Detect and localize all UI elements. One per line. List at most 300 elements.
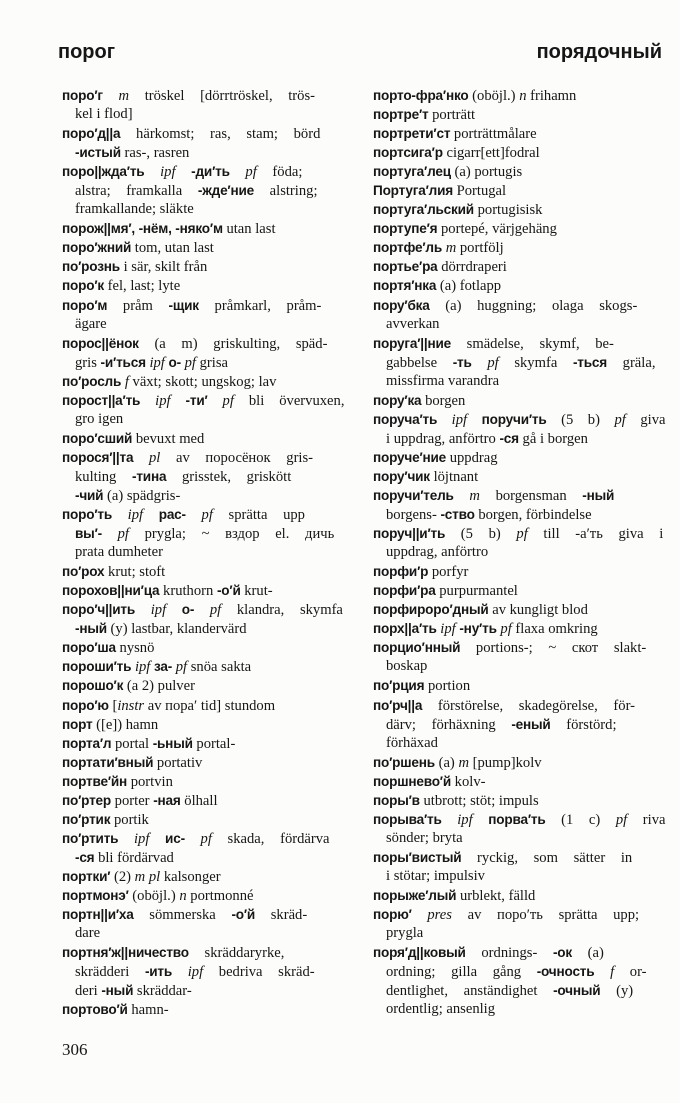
definition-text: uppdrag, anförtro bbox=[386, 544, 489, 561]
entry-line bbox=[386, 657, 666, 676]
entry-line-text bbox=[75, 105, 133, 124]
entry-line-text bbox=[373, 238, 504, 258]
dictionary-entry bbox=[373, 943, 666, 1019]
entry-line-text bbox=[373, 753, 542, 773]
grammar-label: ipf bbox=[149, 354, 165, 371]
headword: -ся bbox=[75, 849, 95, 865]
definition-text: boskap bbox=[386, 658, 428, 675]
headword: порос||ёнок bbox=[62, 335, 139, 351]
headword: порва′ть bbox=[488, 811, 546, 827]
headword: поро||жда′ть bbox=[62, 164, 145, 180]
headword: поро′м bbox=[62, 297, 108, 313]
headword: поруча′ть bbox=[373, 411, 438, 427]
headword: пору′бка bbox=[373, 297, 430, 313]
entry-line bbox=[373, 905, 666, 924]
grammar-label: pf bbox=[487, 354, 499, 371]
definition-text bbox=[467, 412, 482, 428]
dictionary-entry bbox=[62, 791, 345, 810]
entry-line bbox=[62, 505, 345, 524]
headword: порфи′р bbox=[373, 564, 429, 580]
entry-line bbox=[75, 848, 345, 867]
entry-line-text bbox=[62, 391, 344, 411]
entry-line-text bbox=[373, 105, 475, 125]
dictionary-entry bbox=[373, 676, 666, 695]
headword: -щик bbox=[168, 297, 199, 313]
entry-line-text bbox=[75, 181, 318, 201]
entry-line bbox=[373, 791, 666, 810]
definition-text: grisstek, griskött bbox=[166, 468, 292, 485]
definition-text: tröskel [dörrtröskel, trös- bbox=[129, 88, 316, 104]
entry-line bbox=[373, 486, 666, 505]
dictionary-entry bbox=[373, 200, 666, 219]
headword: поруч||и′ть bbox=[373, 526, 446, 542]
dictionary-entry bbox=[62, 562, 345, 581]
headword: поруга′||ние bbox=[373, 335, 452, 351]
definition-text: porfyr bbox=[428, 564, 469, 581]
entry-line-text bbox=[62, 715, 158, 735]
definition-text: (a m) griskulting, späd- bbox=[138, 335, 328, 352]
entry-line bbox=[62, 829, 345, 848]
definition-text: av kungligt blod bbox=[488, 602, 588, 619]
definition-text: deri bbox=[75, 983, 102, 1000]
definition-text: Portugal bbox=[452, 183, 507, 200]
entry-line bbox=[386, 543, 666, 562]
headword: портя′нка bbox=[373, 278, 437, 294]
entry-line bbox=[75, 315, 345, 334]
entry-line-text bbox=[373, 810, 665, 830]
dictionary-entry bbox=[373, 486, 666, 524]
headword: по′ртер bbox=[62, 792, 112, 808]
headword: порыже′лый bbox=[373, 887, 457, 903]
headword: поро′жний bbox=[62, 240, 132, 256]
definition-text bbox=[172, 964, 188, 980]
definition-text: härkomst; ras, stam; börd bbox=[120, 126, 321, 143]
entry-line-text bbox=[62, 829, 330, 849]
dictionary-entry bbox=[62, 810, 345, 829]
definition-text: (oböjl.) bbox=[468, 88, 520, 104]
definition-text: smädelse, skymf, be- bbox=[451, 335, 614, 352]
definition-text: missfirma varandra bbox=[386, 372, 500, 389]
entry-line bbox=[62, 810, 345, 829]
dictionary-entry bbox=[373, 162, 666, 181]
definition-text bbox=[166, 602, 182, 618]
headword: -ство bbox=[440, 507, 475, 523]
definition-text bbox=[208, 393, 223, 409]
definition-text: giva bbox=[625, 411, 666, 428]
dictionary-entry bbox=[62, 905, 345, 943]
definition-text: (5 b) bbox=[445, 526, 517, 543]
entry-line bbox=[62, 886, 345, 905]
entry-line-text bbox=[386, 429, 588, 449]
entry-line-text bbox=[373, 467, 478, 487]
entry-line-text bbox=[373, 848, 632, 868]
entry-line-text bbox=[62, 448, 313, 468]
definition-text: förstörd; bbox=[550, 716, 617, 733]
definition-text: (2) bbox=[110, 868, 135, 885]
dictionary-entry bbox=[373, 105, 666, 124]
dictionary-entry bbox=[62, 219, 345, 238]
headword: Португа′лия bbox=[373, 183, 453, 199]
definition-text: (a) bbox=[434, 754, 459, 771]
definition-text: purpurmantel bbox=[435, 583, 518, 600]
entry-line bbox=[75, 543, 345, 562]
headword: о- bbox=[181, 602, 195, 618]
entry-line-text bbox=[373, 772, 486, 792]
headword: -о′й bbox=[216, 583, 241, 599]
entry-line bbox=[62, 124, 345, 143]
entry-line-text bbox=[373, 410, 666, 430]
headword: портово′й bbox=[62, 1002, 128, 1018]
entry-line bbox=[62, 162, 345, 181]
definition-text: portal- bbox=[192, 735, 236, 752]
headword: по′ртик bbox=[62, 811, 111, 827]
definition-text: skymfa bbox=[498, 354, 573, 371]
entry-line bbox=[386, 981, 666, 1000]
entry-line bbox=[386, 429, 666, 448]
entry-line bbox=[62, 391, 345, 410]
page-number: 306 bbox=[62, 1040, 88, 1059]
dictionary-entry bbox=[62, 657, 345, 676]
entry-line-text bbox=[62, 734, 235, 754]
definition-text: ordning; gilla gång bbox=[386, 964, 537, 981]
dictionary-entry bbox=[373, 296, 666, 334]
headword: поро′ю bbox=[62, 697, 109, 713]
headword: по′ршень bbox=[373, 754, 435, 770]
entry-line bbox=[373, 410, 666, 429]
dictionary-entry bbox=[373, 848, 666, 886]
definition-text: porträttmålare bbox=[450, 126, 537, 143]
dictionary-entry bbox=[62, 772, 345, 791]
entry-line-text bbox=[373, 448, 498, 468]
dictionary-entry bbox=[373, 448, 666, 467]
grammar-label: instr bbox=[117, 697, 145, 714]
grammar-label: ipf bbox=[133, 830, 150, 847]
dictionary-entry bbox=[62, 257, 345, 276]
entry-line bbox=[62, 1000, 345, 1019]
dictionary-entry bbox=[373, 562, 666, 581]
headword: поршнево′й bbox=[373, 773, 452, 789]
definition-text: porträtt bbox=[428, 107, 476, 124]
entry-line-text bbox=[373, 524, 663, 544]
entry-line-text bbox=[75, 543, 163, 562]
entry-line bbox=[62, 429, 345, 448]
headword: портре′т bbox=[373, 107, 429, 123]
definition-text: förhäxad bbox=[386, 734, 438, 751]
dictionary-entry bbox=[373, 810, 666, 848]
dictionary-entry bbox=[62, 372, 345, 391]
dictionary-entry bbox=[373, 143, 666, 162]
dictionary-entry bbox=[62, 829, 345, 867]
definition-text: kulting bbox=[75, 468, 132, 485]
entry-line bbox=[373, 676, 666, 695]
right-column bbox=[373, 86, 666, 1019]
definition-text: porter bbox=[111, 792, 154, 809]
entry-line-text bbox=[75, 410, 123, 429]
definition-text: (y) lastbar, klandervärd bbox=[106, 621, 247, 638]
entry-line bbox=[386, 715, 666, 734]
entry-line-text bbox=[75, 962, 315, 982]
grammar-label: m bbox=[469, 487, 480, 504]
definition-text: bedriva skräd- bbox=[203, 964, 315, 981]
definition-text: därv; förhäxning bbox=[386, 716, 512, 733]
entry-line bbox=[386, 867, 666, 886]
headword: порошо′к bbox=[62, 678, 124, 694]
entry-line-text bbox=[386, 657, 427, 676]
headword: поры′в bbox=[373, 792, 420, 808]
entry-line bbox=[373, 448, 666, 467]
definition-text: bevuxt med bbox=[132, 430, 205, 447]
definition-text: or- bbox=[614, 964, 647, 981]
headword: -ная bbox=[153, 792, 181, 808]
headword: -ну′ть bbox=[459, 621, 497, 637]
definition-text: i stötar; impulsiv bbox=[386, 867, 485, 884]
headword: порто-фра′нко bbox=[373, 88, 469, 103]
dictionary-entry bbox=[62, 124, 345, 162]
definition-text: växt; skott; ungskog; lav bbox=[128, 373, 277, 390]
definition-text: av поро′ть sprätta upp; bbox=[451, 907, 640, 924]
dictionary-entry bbox=[373, 238, 666, 257]
definition-text bbox=[473, 812, 489, 828]
definition-text: alstring; bbox=[254, 183, 318, 200]
entry-line bbox=[386, 505, 666, 524]
entry-line-text bbox=[373, 619, 598, 639]
headword: порцио′нный bbox=[373, 640, 461, 656]
entry-line bbox=[62, 562, 345, 581]
dictionary-entry bbox=[62, 296, 345, 334]
headword: портсига′р bbox=[373, 145, 443, 161]
entry-line-text bbox=[62, 600, 343, 620]
definition-text: portvin bbox=[127, 773, 173, 790]
entry-line bbox=[62, 905, 345, 924]
entry-line-text bbox=[75, 467, 291, 487]
headword: поро′сший bbox=[62, 430, 133, 446]
dictionary-entry bbox=[373, 257, 666, 276]
headword: -ный bbox=[75, 621, 107, 637]
entry-line bbox=[373, 696, 666, 715]
entry-line bbox=[75, 524, 345, 543]
entry-line bbox=[386, 734, 666, 753]
definition-text: gro igen bbox=[75, 410, 124, 427]
definition-text: portugisisk bbox=[473, 202, 543, 219]
headword: поро′д||а bbox=[62, 126, 121, 142]
definition-text: pråm bbox=[107, 297, 169, 314]
definition-text: dentlighet, anständighet bbox=[386, 983, 554, 1000]
headword: порфироро′дный bbox=[373, 602, 489, 618]
dictionary-entry bbox=[373, 696, 666, 753]
entry-line-text bbox=[75, 200, 194, 219]
entry-line bbox=[75, 962, 345, 981]
dictionary-entry bbox=[62, 600, 345, 638]
dictionary-entry bbox=[62, 696, 345, 715]
dictionary-entry bbox=[373, 581, 666, 600]
headword: порыва′ть bbox=[373, 811, 442, 827]
dictionary-entry bbox=[62, 715, 345, 734]
entry-line bbox=[75, 200, 345, 219]
grammar-label: m bbox=[118, 88, 130, 104]
headword: порож||мя′, -нём, -няко′м bbox=[62, 221, 223, 237]
headword: поруче′ние bbox=[373, 449, 447, 465]
entry-line-text bbox=[386, 372, 499, 391]
entry-line-text bbox=[373, 791, 539, 811]
entry-line-text bbox=[62, 429, 204, 449]
definition-text: skräddar- bbox=[133, 983, 192, 1000]
entry-line bbox=[373, 753, 666, 772]
definition-text: skräddaryrke, bbox=[188, 945, 285, 962]
entry-line bbox=[373, 638, 666, 657]
entry-line bbox=[62, 791, 345, 810]
definition-text: (5 b) bbox=[546, 411, 615, 428]
definition-text: prygla; ~ вздор el. дичь bbox=[128, 526, 335, 543]
entry-line-text bbox=[62, 581, 273, 601]
entry-line-text bbox=[62, 696, 275, 716]
headword: поро′ша bbox=[62, 640, 116, 656]
headword: пороши′ть bbox=[62, 659, 132, 675]
definition-text: i sär, skilt från bbox=[119, 259, 208, 276]
entry-line-text bbox=[62, 562, 165, 582]
entry-line-text bbox=[373, 886, 535, 906]
entry-line bbox=[386, 372, 666, 391]
dictionary-entry bbox=[373, 334, 666, 391]
definition-text bbox=[144, 164, 160, 180]
headword: портупе′я bbox=[373, 221, 438, 237]
definition-text: bli fördärvad bbox=[94, 849, 174, 866]
definition-text: krut; stoft bbox=[104, 564, 166, 581]
definition-text: ägare bbox=[75, 315, 107, 332]
entry-line bbox=[75, 981, 345, 1000]
headword: портн||и′ха bbox=[62, 907, 134, 923]
entry-line bbox=[373, 86, 666, 105]
headword: порося′||та bbox=[62, 449, 134, 465]
definition-text: portepé, värjgehäng bbox=[437, 221, 557, 238]
entry-line-text bbox=[75, 486, 180, 506]
entry-line bbox=[373, 334, 666, 353]
entry-line bbox=[62, 581, 345, 600]
grammar-label: ipf bbox=[134, 659, 151, 676]
entry-line bbox=[62, 657, 345, 676]
entry-line bbox=[373, 810, 666, 829]
headword: поро′г bbox=[62, 88, 103, 103]
definition-text: skada, fördärva bbox=[211, 830, 330, 847]
headword: поручи′тель bbox=[373, 487, 454, 503]
dictionary-entry bbox=[62, 753, 345, 772]
definition-text: gå i borgen bbox=[518, 430, 588, 447]
headword: пору′чик bbox=[373, 468, 430, 484]
definition-text bbox=[454, 488, 470, 504]
headword: поро′ть bbox=[62, 507, 112, 523]
entry-line-text bbox=[62, 772, 173, 792]
entry-line-text bbox=[373, 219, 557, 239]
definition-text bbox=[412, 907, 428, 923]
definition-text: uppdrag bbox=[446, 449, 498, 466]
definition-text: grisa bbox=[195, 354, 228, 371]
headword: по′рч||а bbox=[373, 697, 423, 713]
entry-line-text bbox=[386, 924, 423, 943]
entry-line-text bbox=[62, 257, 207, 277]
definition-text: (1 c) bbox=[545, 811, 616, 828]
grammar-label: pf bbox=[500, 621, 512, 638]
entry-line bbox=[373, 143, 666, 162]
entry-line bbox=[62, 334, 345, 353]
definition-text: av поросёнок gris- bbox=[160, 449, 314, 466]
headword: -ить bbox=[144, 964, 173, 980]
entry-line-text bbox=[62, 124, 320, 144]
headword: портки′ bbox=[62, 868, 111, 884]
definition-text: [ bbox=[108, 697, 118, 714]
definition-text: portik bbox=[110, 811, 149, 828]
grammar-label: ipf bbox=[440, 621, 456, 638]
definition-text: löjtnant bbox=[429, 468, 479, 485]
entry-line bbox=[75, 619, 345, 638]
entry-line-text bbox=[386, 505, 592, 525]
headword: рас- bbox=[158, 507, 186, 523]
entry-line-text bbox=[386, 867, 485, 886]
definition-text: fel, last; lyte bbox=[103, 278, 181, 295]
entry-line-text bbox=[62, 86, 315, 106]
dictionary-entry bbox=[373, 772, 666, 791]
dictionary-entry bbox=[373, 638, 666, 676]
entry-line bbox=[373, 200, 666, 219]
dictionary-entry bbox=[373, 391, 666, 410]
dictionary-entry bbox=[373, 791, 666, 810]
definition-text: snöa sakta bbox=[187, 659, 252, 676]
headword: порта′л bbox=[62, 735, 112, 751]
dictionary-entry bbox=[373, 219, 666, 238]
entry-line bbox=[62, 867, 345, 886]
entry-line bbox=[62, 600, 345, 619]
entry-line bbox=[62, 238, 345, 257]
entry-line bbox=[373, 124, 666, 143]
definition-text: kalsonger bbox=[160, 868, 221, 885]
entry-line bbox=[373, 181, 666, 200]
entry-line-text bbox=[373, 581, 518, 601]
grammar-label: pf bbox=[516, 526, 528, 543]
entry-line bbox=[62, 715, 345, 734]
headword: -чий bbox=[75, 487, 104, 503]
dictionary-entry bbox=[373, 124, 666, 143]
entry-line-text bbox=[386, 353, 655, 373]
entry-line-text bbox=[386, 543, 488, 562]
definition-text: ölhall bbox=[180, 792, 218, 809]
headword: портье′ра bbox=[373, 259, 438, 275]
definition-text bbox=[140, 393, 155, 409]
entry-line bbox=[373, 105, 666, 124]
entry-line bbox=[62, 276, 345, 295]
dictionary-entry bbox=[373, 905, 666, 943]
definition-text: av пора′ tid] stundom bbox=[144, 697, 276, 714]
entry-line-text bbox=[62, 676, 195, 696]
dictionary-entry bbox=[62, 943, 345, 1000]
headword: вы′- bbox=[75, 526, 102, 542]
entry-line bbox=[373, 467, 666, 486]
entry-line bbox=[62, 86, 345, 105]
entry-line bbox=[75, 143, 345, 162]
running-head-last-word: порядочный bbox=[536, 41, 662, 63]
dictionary-entry bbox=[373, 467, 666, 486]
definition-text bbox=[149, 831, 165, 847]
entry-line-text bbox=[373, 86, 576, 106]
definition-text: borgens- bbox=[386, 507, 441, 524]
headword: -ный bbox=[101, 983, 134, 999]
definition-text: (a) bbox=[572, 945, 604, 962]
headword: портве′йн bbox=[62, 773, 128, 789]
definition-text: hamn- bbox=[127, 1002, 169, 1019]
entry-line bbox=[373, 391, 666, 410]
dictionary-entry bbox=[62, 676, 345, 695]
headword: по′рох bbox=[62, 564, 105, 580]
entry-line-text bbox=[62, 657, 251, 677]
definition-text: i uppdrag, anförtro bbox=[386, 430, 500, 447]
dictionary-entry bbox=[373, 886, 666, 905]
